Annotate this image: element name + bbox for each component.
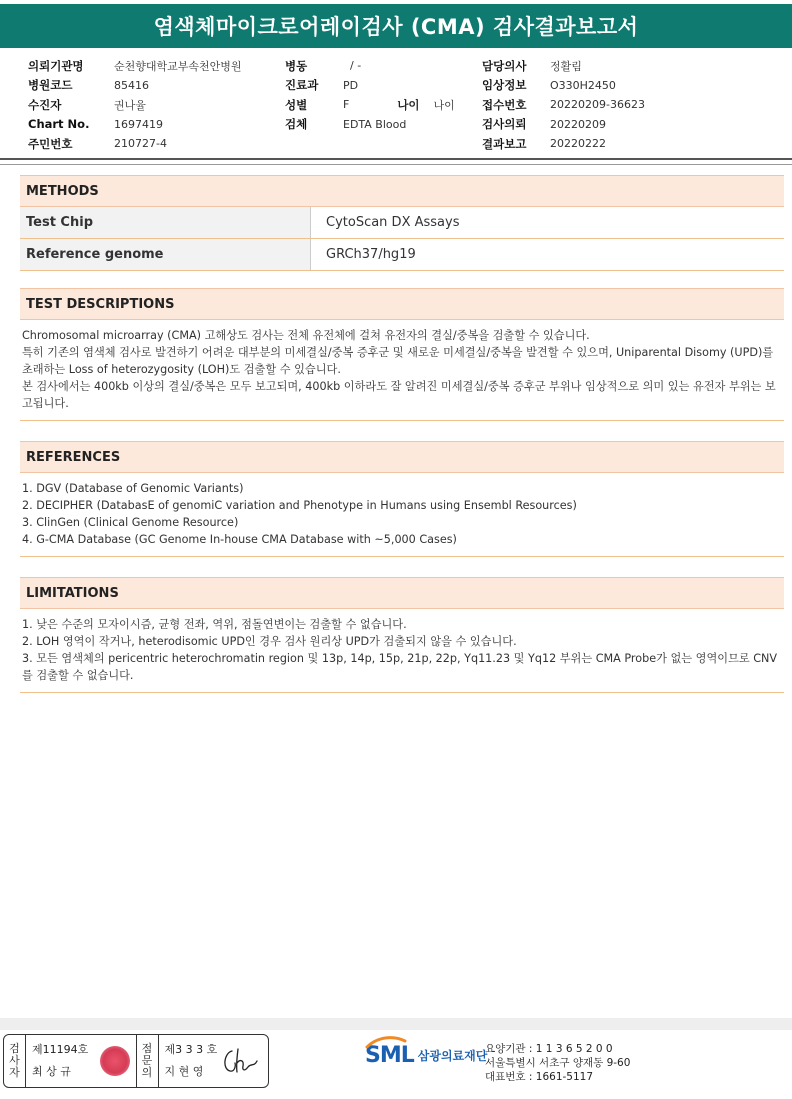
info-value: 20220209: [550, 117, 606, 131]
vertical-char: 점: [141, 1042, 153, 1055]
info-label: Chart No.: [28, 117, 90, 132]
header-divider: [0, 158, 792, 160]
info-label: 진료과: [285, 78, 319, 93]
inspector-cell: [26, 1035, 137, 1087]
test-descriptions-header: TEST DESCRIPTIONS: [20, 288, 784, 320]
reference-item: 4. G-CMA Database (GC Genome In-house CMA Database with ~5,000 Cases): [22, 533, 457, 546]
info-label: 주민번호: [28, 136, 73, 151]
methods-label: Test Chip: [20, 207, 311, 238]
info-row-clinical-info: [482, 76, 645, 96]
info-label: 검사의뢰: [482, 117, 527, 132]
info-row-institution: [28, 56, 242, 76]
limitations-body: [20, 609, 784, 692]
info-row-hospital-code: [28, 76, 242, 96]
methods-row-test-chip: [20, 207, 784, 239]
reviewer-name: 지 현 영: [164, 1065, 204, 1078]
reviewer-vertical-label: [137, 1035, 159, 1087]
signature-box: [3, 1034, 269, 1088]
reference-item: 3. ClinGen (Clinical Genome Resource): [22, 516, 239, 529]
info-value: F: [343, 98, 350, 112]
methods-value: GRCh37/hg19: [326, 247, 416, 262]
limitation-item: 3. 모든 염색체의 pericentric heterochromatin region 및 13p, 14p, 15p, 21p, 22p, Yq11.23 및 Yq12 부위는 CMA Probe가 없는 영역이므로 CNV를 검출할 수 없습니다.: [22, 652, 778, 682]
header-divider-thin: [0, 164, 792, 165]
info-label: 담당의사: [482, 58, 527, 73]
seal-stamp-icon: [100, 1046, 130, 1076]
info-row-ward: [285, 56, 455, 76]
methods-header: METHODS: [20, 175, 784, 207]
methods-row-reference-genome: [20, 239, 784, 271]
info-label: 검체: [285, 117, 308, 132]
report-title: 염색체마이크로어레이검사 (CMA) 검사결과보고서: [0, 4, 792, 48]
description-paragraph: 본 검사에서는 400kb 이상의 결실/중복은 모두 보고되며, 400kb 이하라도 잘 알려진 미세결실/중복 증후군 부위나 임상적으로 의미 있는 유전자 부위는 보고됩니다.: [22, 380, 776, 410]
info-row-sex-age: [285, 95, 455, 115]
vertical-char: 자: [9, 1066, 20, 1079]
references-header: REFERENCES: [20, 441, 784, 473]
info-row-specimen: [285, 115, 455, 135]
reference-item: 1. DGV (Database of Genomic Variants): [22, 482, 244, 495]
lab-address: 서울특별시 서초구 양재동 9-60: [485, 1057, 631, 1069]
description-paragraph: 특히 기존의 염색체 검사로 발견하기 어려운 대부분의 미세결실/중복 증후군 및 새로운 미세결실/중복을 발견할 수 있으며, Uniparental Disomy (UPD)를 초래하는 Loss of heterozygosity (LOH)도 검출할 수 있습니다.: [22, 346, 774, 376]
info-value: 1697419: [114, 117, 163, 131]
info-row-department: [285, 76, 455, 96]
info-value: 정활림: [550, 59, 582, 73]
vertical-char: 문: [141, 1054, 153, 1067]
info-value: 210727-4: [114, 137, 167, 151]
info-value: PD: [343, 78, 359, 92]
info-value: / -: [343, 59, 362, 73]
info-row-chart-no: [28, 115, 242, 135]
references-body: [20, 473, 784, 556]
logo-swoosh-icon: [365, 1035, 407, 1049]
inspector-license-no: 제11194호: [32, 1043, 89, 1056]
info-label: 병동: [285, 58, 308, 73]
info-label: 병원코드: [28, 78, 73, 93]
patient-info-column-1: [28, 56, 242, 154]
patient-info: [0, 52, 792, 158]
info-value: 20220209-36623: [550, 98, 645, 112]
signature-icon: [220, 1045, 260, 1077]
test-descriptions-section: [20, 288, 784, 421]
inspector-name: 최 상 규: [32, 1065, 71, 1078]
info-label: 임상정보: [482, 78, 527, 93]
patient-info-column-3: [482, 56, 645, 154]
info-value: EDTA Blood: [343, 117, 407, 131]
info-label: 결과보고: [482, 136, 527, 151]
info-value: O330H2450: [550, 78, 616, 92]
patient-info-column-2: [285, 56, 455, 134]
reference-item: 2. DECIPHER (DatabasE of genomiC variation and Phenotype in Humans using Ensembl Resources): [22, 499, 577, 512]
limitation-item: 1. 낮은 수준의 모자이시즘, 균형 전좌, 역위, 점돌연변이는 검출할 수 없습니다.: [22, 618, 407, 631]
test-descriptions-body: [20, 320, 784, 420]
info-value: 20220222: [550, 137, 606, 151]
methods-value: CytoScan DX Assays: [326, 215, 460, 230]
lab-logo: [365, 1043, 487, 1068]
lab-code: 요양기관 : 1 1 3 6 5 2 0 0: [485, 1043, 613, 1055]
info-value: 순천향대학교부속천안병원: [114, 59, 242, 73]
info-label: 성별: [285, 97, 308, 112]
age-value: 나이: [433, 98, 455, 112]
vertical-char: 의: [141, 1066, 153, 1079]
limitations-header: LIMITATIONS: [20, 577, 784, 609]
info-row-doctor: [482, 56, 645, 76]
info-label: 의뢰기관명: [28, 58, 84, 73]
lab-info: [485, 1042, 630, 1084]
info-row-resident-no: [28, 134, 242, 154]
lab-logo-mark: SML: [365, 1043, 414, 1068]
info-label: 접수번호: [482, 97, 527, 112]
reviewer-cell: [159, 1035, 269, 1087]
info-row-report-date: [482, 134, 645, 154]
vertical-char: 검: [9, 1042, 20, 1055]
info-row-patient-name: [28, 95, 242, 115]
info-row-receipt-no: [482, 95, 645, 115]
footer-divider: [0, 1018, 792, 1030]
info-value: 권나율: [114, 98, 146, 112]
info-value: 85416: [114, 78, 149, 92]
info-row-request-date: [482, 115, 645, 135]
info-label: 수진자: [28, 97, 62, 112]
inspector-vertical-label: [4, 1035, 26, 1087]
lab-phone: 대표번호 : 1661-5117: [485, 1071, 594, 1083]
methods-section: [20, 175, 784, 271]
reviewer-license-no: 제3 3 3 호: [164, 1043, 218, 1056]
description-paragraph: Chromosomal microarray (CMA) 고해상도 검사는 전체 유전체에 걸쳐 유전자의 결실/중복을 검출할 수 있습니다.: [22, 329, 590, 342]
methods-label: Reference genome: [20, 239, 311, 270]
limitations-section: [20, 577, 784, 693]
references-section: [20, 441, 784, 557]
age-label: 나이: [397, 97, 420, 112]
vertical-char: 사: [9, 1054, 20, 1067]
lab-name: 삼광의료재단: [417, 1049, 488, 1063]
limitation-item: 2. LOH 영역이 작거나, heterodisomic UPD인 경우 검사 원리상 UPD가 검출되지 않을 수 있습니다.: [22, 635, 517, 648]
